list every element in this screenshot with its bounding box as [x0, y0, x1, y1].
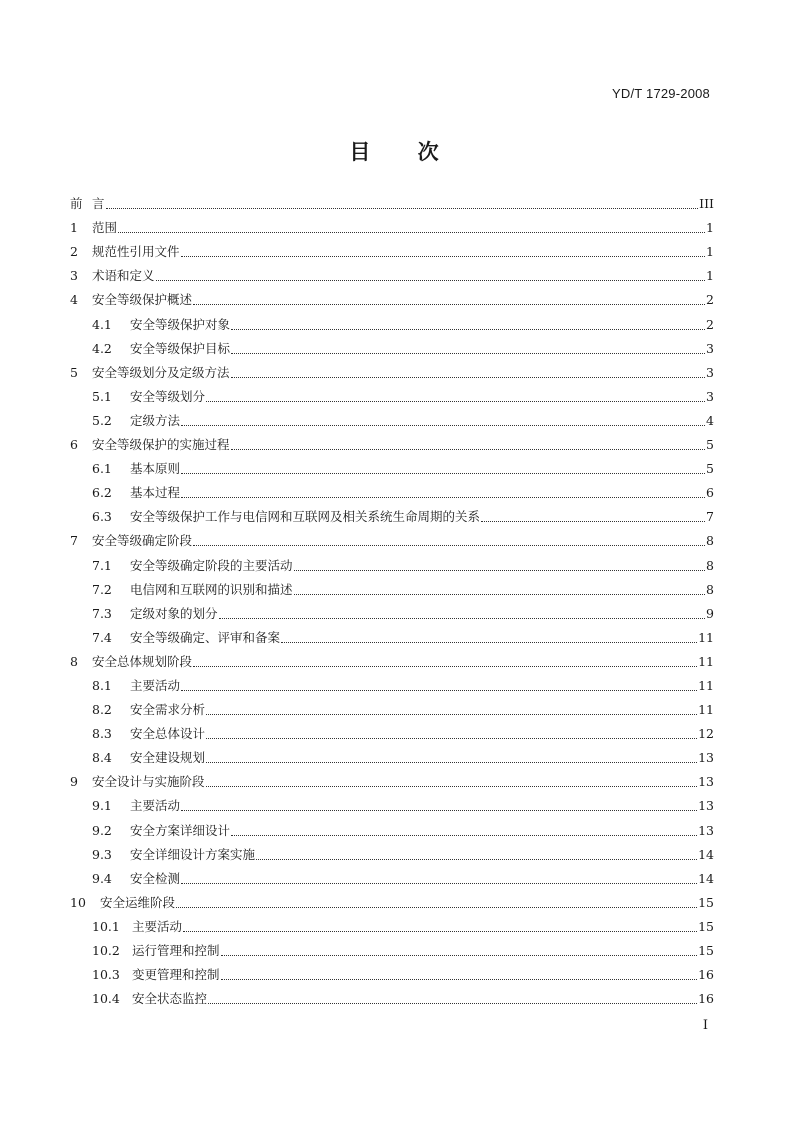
toc-entry-label: 安全方案详细设计 [130, 822, 231, 838]
toc-entry-page: 13 [698, 822, 714, 838]
toc-entry-number: 8.1 [92, 677, 112, 693]
toc-dot-leader [219, 618, 706, 619]
toc-entry[interactable] [70, 549, 714, 573]
page-title: 目 次 [349, 140, 439, 164]
toc-entry[interactable] [70, 959, 714, 983]
toc-entry[interactable] [70, 839, 714, 863]
toc-entry-page: 11 [698, 677, 714, 693]
toc-entry-label: 定级方法 [130, 412, 181, 428]
toc-entry-label: 安全等级确定阶段 [92, 533, 193, 549]
toc-entry-page: 13 [698, 798, 714, 814]
toc-dot-leader [181, 497, 705, 498]
toc-entry-number: 9.2 [92, 822, 112, 838]
toc-entry-page: 13 [698, 750, 714, 766]
toc-entry-number: 8.3 [92, 726, 112, 742]
toc-dot-leader [206, 714, 697, 715]
toc-entry-number: 10 [70, 894, 86, 910]
toc-dot-leader [181, 256, 706, 257]
toc-entry[interactable] [70, 790, 714, 814]
toc-entry-label: 安全等级保护工作与电信网和互联网及相关系统生命周期的关系 [130, 509, 481, 525]
toc-entry-label: 电信网和互联网的识别和描述 [130, 581, 293, 597]
toc-entry-label: 安全状态监控 [132, 991, 208, 1007]
toc-entry-label: 范围 [92, 220, 118, 236]
toc-entry[interactable] [70, 525, 714, 549]
toc-entry[interactable] [70, 814, 714, 838]
toc-entry-label: 安全总体规划阶段 [92, 653, 193, 669]
toc-entry-label: 言 [92, 196, 105, 212]
toc-entry-page: 6 [706, 485, 714, 501]
toc-entry-label: 主要活动 [132, 918, 183, 934]
toc-entry-page: 9 [706, 605, 714, 621]
toc-entry-page: 13 [698, 774, 714, 790]
toc-dot-leader [231, 449, 706, 450]
toc-entry-page: 3 [706, 388, 714, 404]
table-of-contents [70, 188, 714, 1007]
toc-dot-leader [206, 401, 705, 402]
toc-dot-leader [221, 979, 698, 980]
toc-entry-number: 6 [70, 437, 78, 453]
toc-dot-leader [176, 907, 697, 908]
toc-entry-number: 10.4 [92, 991, 120, 1007]
toc-entry[interactable] [70, 742, 714, 766]
toc-dot-leader [294, 570, 706, 571]
toc-entry-number: 7 [70, 533, 78, 549]
toc-dot-leader [206, 738, 697, 739]
toc-entry-label: 安全等级保护目标 [130, 340, 231, 356]
toc-entry-page: 1 [706, 268, 714, 284]
toc-entry-page: 11 [698, 702, 714, 718]
toc-entry-number: 8 [70, 653, 78, 669]
toc-entry-number: 10.2 [92, 943, 120, 958]
toc-entry-page: 2 [706, 316, 714, 332]
toc-dot-leader [294, 594, 706, 595]
toc-entry-number: 9 [70, 774, 78, 790]
toc-dot-leader [231, 377, 706, 378]
toc-entry[interactable] [70, 429, 714, 453]
toc-dot-leader [221, 955, 698, 956]
toc-entry-label: 安全等级确定、评审和备案 [130, 629, 281, 645]
toc-entry[interactable] [70, 646, 714, 670]
toc-dot-leader [206, 762, 697, 763]
toc-entry-label: 安全等级保护概述 [92, 292, 193, 308]
toc-entry[interactable] [70, 598, 714, 622]
toc-entry-label: 安全等级保护的实施过程 [92, 437, 230, 453]
toc-entry-number: 10.3 [92, 967, 120, 983]
toc-entry-label: 规范性引用文件 [92, 244, 180, 260]
toc-entry-page: 15 [698, 943, 714, 958]
toc-entry-label: 基本原则 [130, 461, 181, 477]
toc-dot-leader [118, 232, 705, 233]
toc-entry-label: 安全等级保护对象 [130, 316, 231, 332]
toc-entry[interactable] [70, 308, 714, 332]
toc-entry[interactable] [70, 718, 714, 742]
toc-entry-label: 主要活动 [130, 677, 181, 693]
toc-entry-number: 4.2 [92, 340, 112, 356]
toc-entry-label: 安全等级划分及定级方法 [92, 364, 230, 380]
toc-entry-number: 9.1 [92, 798, 112, 814]
toc-dot-leader [181, 883, 697, 884]
toc-entry-page: 11 [698, 629, 714, 645]
toc-entry[interactable] [70, 911, 714, 935]
toc-dot-leader [181, 690, 697, 691]
toc-entry-number: 9.4 [92, 870, 112, 886]
toc-entry-number: 10.1 [92, 918, 120, 934]
toc-entry[interactable] [70, 453, 714, 477]
toc-entry-page: 5 [706, 461, 714, 477]
toc-entry-page: 1 [706, 244, 714, 260]
toc-entry-label: 定级对象的划分 [130, 605, 218, 621]
toc-entry-page: 12 [698, 726, 714, 742]
toc-entry[interactable] [70, 574, 714, 598]
toc-entry-number: 7.4 [92, 629, 112, 645]
page-number: I [702, 1018, 708, 1033]
toc-entry-page: 14 [698, 870, 714, 886]
toc-entry[interactable] [70, 381, 714, 405]
toc-entry-label: 运行管理和控制 [132, 943, 220, 958]
toc-dot-leader [208, 1003, 697, 1004]
toc-entry[interactable] [70, 405, 714, 429]
toc-entry-label: 安全运维阶段 [100, 894, 176, 910]
toc-entry-page: 4 [706, 412, 714, 428]
toc-entry-number: 2 [70, 244, 78, 260]
toc-dot-leader [206, 786, 698, 787]
toc-entry-page: 3 [706, 364, 714, 380]
toc-entry-number: 3 [70, 268, 78, 284]
toc-dot-leader [181, 473, 705, 474]
toc-entry-page: 3 [706, 340, 714, 356]
toc-dot-leader [181, 810, 697, 811]
toc-entry-label: 安全检测 [130, 870, 181, 886]
toc-entry-page: 16 [698, 967, 714, 983]
toc-entry-label: 安全等级确定阶段的主要活动 [130, 557, 293, 573]
toc-entry[interactable] [70, 260, 714, 284]
toc-entry-number: 6.1 [92, 461, 112, 477]
toc-entry-label: 术语和定义 [92, 268, 155, 284]
toc-entry-number: 5.1 [92, 388, 112, 404]
toc-entry[interactable] [70, 501, 714, 525]
toc-entry[interactable] [70, 622, 714, 646]
toc-dot-leader [193, 666, 697, 667]
toc-dot-leader [231, 329, 705, 330]
toc-entry-number: 8.2 [92, 702, 112, 718]
toc-entry-number: 4 [70, 292, 78, 308]
toc-entry-page: 7 [706, 509, 714, 525]
toc-dot-leader [193, 545, 705, 546]
toc-entry-number: 前 [70, 196, 83, 212]
toc-entry[interactable] [70, 935, 714, 959]
toc-dot-leader [256, 859, 697, 860]
toc-entry-label: 安全需求分析 [130, 702, 206, 718]
toc-entry-page: 8 [706, 581, 714, 597]
toc-entry[interactable] [70, 236, 714, 260]
toc-entry[interactable] [70, 188, 714, 212]
toc-entry-page: 15 [698, 894, 714, 910]
toc-entry-label: 安全设计与实施阶段 [92, 774, 205, 790]
toc-entry-number: 4.1 [92, 316, 112, 332]
toc-entry-label: 主要活动 [130, 798, 181, 814]
toc-dot-leader [231, 353, 705, 354]
toc-entry[interactable] [70, 863, 714, 887]
toc-entry[interactable] [70, 357, 714, 381]
toc-entry-label: 变更管理和控制 [132, 967, 220, 983]
toc-entry-number: 9.3 [92, 846, 112, 862]
toc-entry[interactable] [70, 333, 714, 357]
toc-entry-page: 2 [706, 292, 714, 308]
toc-entry[interactable] [70, 477, 714, 501]
toc-entry-page: 8 [706, 533, 714, 549]
toc-dot-leader [183, 931, 697, 932]
toc-dot-leader [106, 208, 699, 209]
toc-entry-page: 1 [706, 220, 714, 236]
toc-dot-leader [193, 304, 705, 305]
toc-entry-label: 安全建设规划 [130, 750, 206, 766]
toc-entry-label: 安全总体设计 [130, 726, 206, 742]
toc-entry[interactable] [70, 766, 714, 790]
toc-entry-number: 6.3 [92, 509, 112, 525]
toc-entry-page: 14 [698, 846, 714, 862]
toc-entry-label: 安全详细设计方案实施 [130, 846, 256, 862]
toc-entry-page: 5 [706, 437, 714, 453]
toc-entry-label: 基本过程 [130, 485, 181, 501]
toc-entry[interactable] [70, 983, 714, 1007]
toc-entry[interactable] [70, 694, 714, 718]
toc-entry-page: 8 [706, 557, 714, 573]
toc-entry-label: 安全等级划分 [130, 388, 206, 404]
toc-dot-leader [181, 425, 705, 426]
toc-entry-number: 7.2 [92, 581, 112, 597]
toc-dot-leader [156, 280, 706, 281]
toc-dot-leader [281, 642, 697, 643]
toc-entry[interactable] [70, 887, 714, 911]
toc-entry[interactable] [70, 212, 714, 236]
toc-entry[interactable] [70, 670, 714, 694]
toc-entry-number: 1 [70, 220, 78, 236]
toc-dot-leader [231, 835, 697, 836]
toc-entry-page: 11 [698, 653, 714, 669]
toc-entry-page: III [699, 196, 714, 212]
toc-entry[interactable] [70, 284, 714, 308]
toc-entry-number: 6.2 [92, 485, 112, 501]
toc-entry-number: 7.3 [92, 605, 112, 621]
toc-entry-page: 16 [698, 991, 714, 1007]
toc-entry-number: 8.4 [92, 750, 112, 766]
toc-entry-page: 15 [698, 918, 714, 934]
document-code: YD/T 1729-2008 [612, 86, 710, 101]
toc-entry-number: 5 [70, 364, 78, 380]
toc-dot-leader [481, 521, 705, 522]
toc-entry-number: 5.2 [92, 412, 112, 428]
toc-entry-number: 7.1 [92, 557, 112, 573]
